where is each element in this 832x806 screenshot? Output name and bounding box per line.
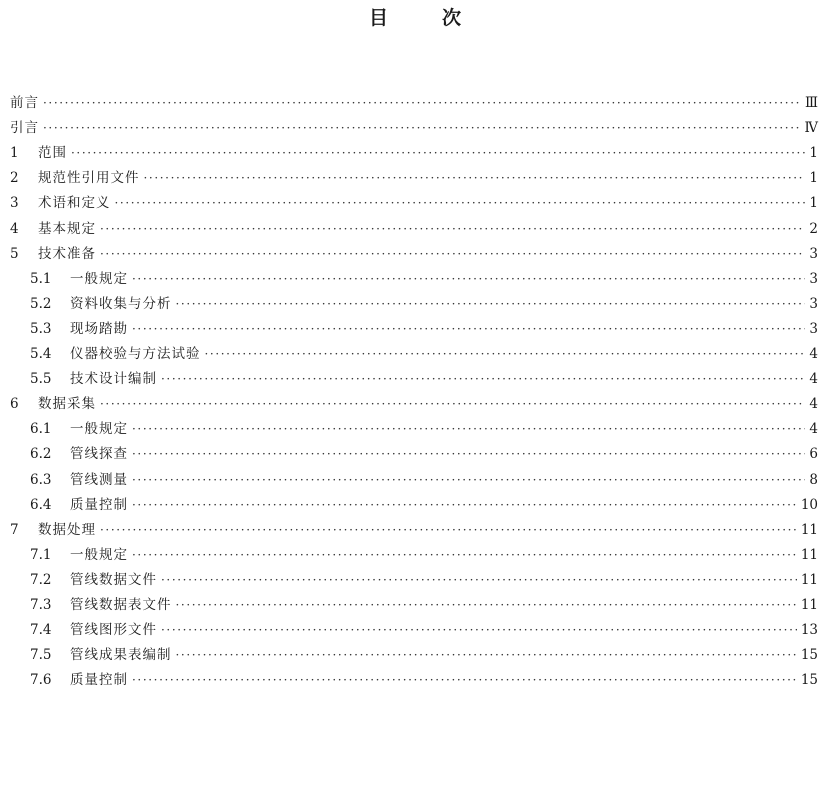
- toc-subentry[interactable]: [10, 614, 818, 639]
- toc-page-number: 3: [809, 270, 818, 287]
- toc-subentry[interactable]: [10, 463, 818, 488]
- dot-leader: [71, 144, 805, 162]
- dot-leader: [176, 646, 797, 664]
- toc-subentry[interactable]: [10, 413, 818, 438]
- toc-subentry[interactable]: [10, 363, 818, 388]
- toc-entry[interactable]: [10, 137, 818, 162]
- toc-number: 6.2: [30, 446, 52, 463]
- toc-subentry[interactable]: [10, 489, 818, 514]
- toc-title: 引言: [10, 120, 39, 137]
- toc-page-number: 4: [809, 396, 818, 413]
- toc-page-number: 11: [800, 521, 818, 538]
- toc-number: 2: [10, 170, 19, 187]
- dot-leader: [43, 94, 801, 112]
- dot-leader: [132, 420, 805, 438]
- toc-subentry[interactable]: [10, 438, 818, 463]
- toc-number: 6.1: [30, 421, 52, 438]
- toc-title: 规范性引用文件: [38, 170, 140, 187]
- dot-leader: [132, 496, 797, 514]
- toc-page-number: 3: [809, 320, 818, 337]
- toc-page-number: 13: [800, 622, 818, 639]
- toc-number: 6: [10, 396, 19, 413]
- dot-leader: [100, 245, 805, 263]
- toc-number: 5.4: [30, 346, 52, 363]
- dot-leader: [100, 220, 805, 238]
- toc-number: 3: [10, 195, 19, 212]
- toc-subentry[interactable]: [10, 564, 818, 589]
- toc-number: 5.3: [30, 320, 52, 337]
- toc-title: 仪器校验与方法试验: [70, 346, 201, 363]
- dot-leader: [132, 445, 805, 463]
- toc-number: 6.4: [30, 496, 52, 513]
- toc-title: 管线测量: [70, 471, 128, 488]
- toc-page-number: 4: [809, 346, 818, 363]
- toc-number: 7.1: [30, 546, 52, 563]
- dot-leader: [144, 169, 806, 187]
- toc-number: 5.1: [30, 270, 52, 287]
- toc-page-number: 1: [809, 170, 818, 187]
- toc-page-number: 3: [809, 295, 818, 312]
- page-title-part2: 次: [442, 7, 464, 29]
- toc-entry[interactable]: [10, 388, 818, 413]
- dot-leader: [115, 194, 806, 212]
- toc-title: 一般规定: [70, 270, 128, 287]
- toc-title: 质量控制: [70, 496, 128, 513]
- toc-page-number: 10: [800, 496, 818, 513]
- toc-number: 6.3: [30, 471, 52, 488]
- dot-leader: [100, 395, 805, 413]
- toc-subentry[interactable]: [10, 664, 818, 689]
- toc-title: 数据采集: [38, 396, 96, 413]
- page-title: [0, 6, 832, 30]
- toc-title: 技术准备: [38, 245, 96, 262]
- dot-leader: [132, 320, 805, 338]
- toc-title: 一般规定: [70, 421, 128, 438]
- toc-entry[interactable]: [10, 162, 818, 187]
- toc-entry[interactable]: [10, 238, 818, 263]
- toc-title: 前言: [10, 95, 39, 112]
- toc-page-number: 4: [809, 371, 818, 388]
- toc-number: 1: [10, 145, 19, 162]
- toc-entry[interactable]: [10, 187, 818, 212]
- toc-title: 范围: [38, 145, 67, 162]
- dot-leader: [132, 546, 797, 564]
- toc-page-number: 8: [809, 471, 818, 488]
- toc-subentry[interactable]: [10, 288, 818, 313]
- toc-entry[interactable]: [10, 87, 818, 112]
- dot-leader: [176, 596, 797, 614]
- toc-title: 管线成果表编制: [70, 647, 172, 664]
- toc-subentry[interactable]: [10, 639, 818, 664]
- toc-page-number: 11: [800, 546, 818, 563]
- toc-title: 数据处理: [38, 521, 96, 538]
- toc-entry[interactable]: [10, 514, 818, 539]
- toc-number: 5: [10, 245, 19, 262]
- toc-subentry[interactable]: [10, 313, 818, 338]
- toc-subentry[interactable]: [10, 539, 818, 564]
- toc-title: 技术设计编制: [70, 371, 157, 388]
- dot-leader: [161, 370, 805, 388]
- toc-number: 7.4: [30, 622, 52, 639]
- toc-page-number: 11: [800, 596, 818, 613]
- dot-leader: [205, 345, 806, 363]
- toc-title: 管线数据表文件: [70, 596, 172, 613]
- dot-leader: [132, 471, 805, 489]
- toc-page-number: 15: [800, 647, 818, 664]
- toc-subentry[interactable]: [10, 338, 818, 363]
- toc-number: 4: [10, 220, 19, 237]
- toc-number: 7.2: [30, 571, 52, 588]
- toc-title: 质量控制: [70, 672, 128, 689]
- toc-title: 术语和定义: [38, 195, 111, 212]
- toc-number: 7.6: [30, 672, 52, 689]
- toc-page-number: 3: [809, 245, 818, 262]
- toc-title: 管线图形文件: [70, 622, 157, 639]
- dot-leader: [43, 119, 801, 137]
- dot-leader: [132, 671, 797, 689]
- toc-title: 基本规定: [38, 220, 96, 237]
- toc-page-number: 4: [809, 421, 818, 438]
- toc-title: 管线数据文件: [70, 571, 157, 588]
- dot-leader: [161, 621, 797, 639]
- toc-number: 5.5: [30, 371, 52, 388]
- toc-subentry[interactable]: [10, 263, 818, 288]
- toc-number: 7: [10, 521, 19, 538]
- toc-page-number: 6: [809, 446, 818, 463]
- toc-title: 管线探查: [70, 446, 128, 463]
- toc-entry[interactable]: [10, 112, 818, 137]
- toc-page-number: 11: [800, 571, 818, 588]
- dot-leader: [161, 571, 797, 589]
- toc-number: 7.5: [30, 647, 52, 664]
- toc-entry[interactable]: [10, 212, 818, 237]
- toc-number: 5.2: [30, 295, 52, 312]
- dot-leader: [176, 295, 806, 313]
- toc-subentry[interactable]: [10, 589, 818, 614]
- toc-page-number: 15: [800, 672, 818, 689]
- toc-page-number: 2: [809, 220, 818, 237]
- toc-page-number: 1: [809, 195, 818, 212]
- toc-number: 7.3: [30, 596, 52, 613]
- toc-title: 一般规定: [70, 546, 128, 563]
- dot-leader: [132, 270, 805, 288]
- toc-page-number: Ⅳ: [804, 120, 818, 137]
- toc-title: 现场踏勘: [70, 320, 128, 337]
- page-title-part1: 目: [368, 7, 390, 29]
- toc-title: 资料收集与分析: [70, 295, 172, 312]
- table-of-contents: [10, 87, 818, 689]
- toc-page-number: Ⅲ: [804, 95, 818, 112]
- dot-leader: [100, 521, 797, 539]
- toc-page-number: 1: [809, 145, 818, 162]
